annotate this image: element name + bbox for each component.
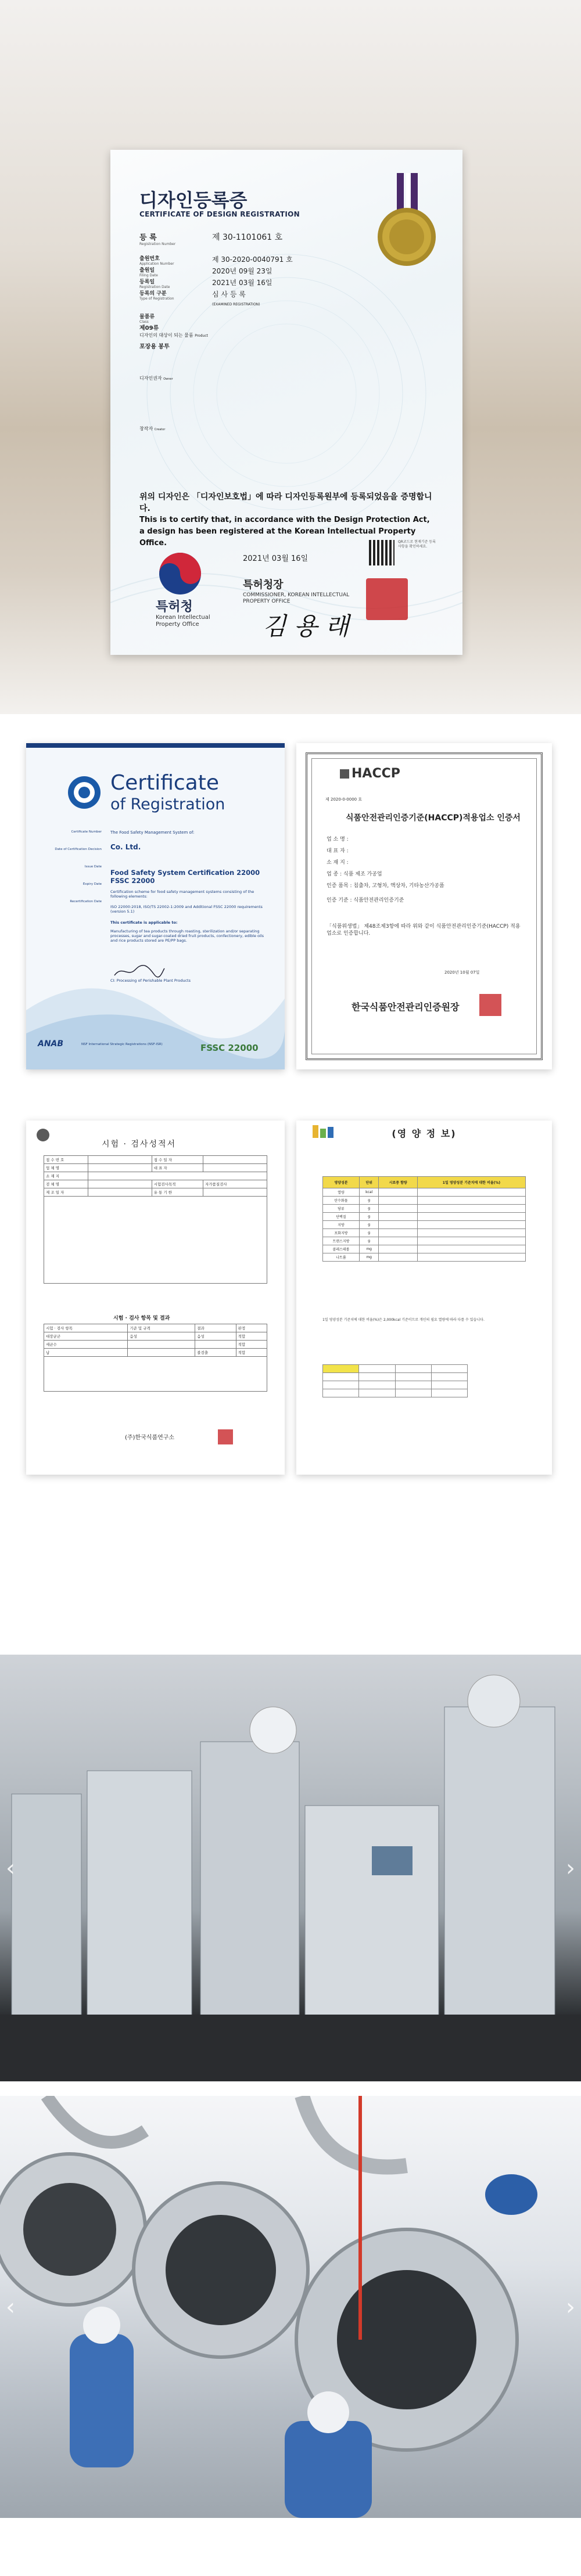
qr-code (369, 540, 394, 565)
table-cell: 포화지방 (323, 1229, 360, 1237)
registration-label: 등 록 Registration Number (139, 233, 176, 246)
table-cell (379, 1221, 418, 1229)
table-cell (359, 1373, 395, 1381)
table-cell: 콜레스테롤 (323, 1245, 360, 1253)
table-header-cell: 1일 영양성분 기준치에 대한 비율(%) (417, 1177, 525, 1188)
table-cell (203, 1164, 267, 1172)
table-header-cell: 결과 (195, 1324, 236, 1332)
table-row (323, 1365, 468, 1373)
commissioner-signature: 김 용 래 (263, 612, 349, 640)
table-row (323, 1253, 526, 1262)
table-cell: g (359, 1213, 378, 1221)
table-header-cell: 기준 및 규격 (128, 1324, 195, 1332)
table-cell: 업 체 명 (44, 1164, 88, 1172)
test-issuer: (주)한국식품연구소 (125, 1435, 175, 1441)
fssc-title: Certificate (110, 771, 219, 795)
table-cell: g (359, 1221, 378, 1229)
table-cell: 지방 (323, 1221, 360, 1229)
table-row (44, 1332, 267, 1341)
table-cell (395, 1381, 431, 1389)
table-cell (379, 1253, 418, 1262)
table-cell: g (359, 1197, 378, 1205)
table-row (44, 1188, 267, 1197)
table-cell (431, 1365, 467, 1373)
table-cell: 탄수화물 (323, 1197, 360, 1205)
table-cell (44, 1197, 267, 1284)
table-header-row (323, 1177, 526, 1188)
qr-note: QR코드로 현재기준 등록사항을 확인하세요. (398, 540, 436, 549)
table-row (323, 1229, 526, 1237)
table-cell (88, 1180, 152, 1188)
table-cell (323, 1389, 359, 1397)
registration-type-label: 등록의 구분 Type of Registration (139, 291, 174, 301)
fssc-issuer: NSF International Strategic Registrations (NSF-ISR) (81, 1043, 163, 1046)
table-row (44, 1164, 267, 1172)
haccp-line: 인증 기준 : 식품안전관리인증기준 (327, 898, 404, 903)
table-cell: 소 재 지 (44, 1172, 88, 1180)
table-row (323, 1188, 526, 1197)
test-seal (218, 1429, 233, 1444)
table-cell (417, 1197, 525, 1205)
table-cell (417, 1229, 525, 1237)
table-cell (379, 1237, 418, 1245)
table-cell (379, 1197, 418, 1205)
nutrition-table (322, 1176, 526, 1262)
certificate-subtitle: CERTIFICATE OF DESIGN REGISTRATION (139, 210, 300, 218)
kipo-taegeuk-logo-icon (151, 550, 209, 597)
table-cell: g (359, 1205, 378, 1213)
side-label: Date of Certification Decision (55, 848, 102, 851)
table-cell: 불검출 (195, 1349, 236, 1357)
table-row (323, 1389, 468, 1397)
table-cell (128, 1341, 195, 1349)
table-cell (395, 1365, 431, 1373)
haccp-logo-icon (340, 769, 349, 779)
table-cell: 접 수 번 호 (44, 1156, 88, 1164)
office-name-english: Korean Intellectual Property Office (156, 614, 210, 628)
table-cell (359, 1389, 395, 1397)
roasting-drums-photo (0, 2096, 581, 2518)
side-label: Certificate Number (71, 830, 102, 834)
table-cell (417, 1245, 525, 1253)
test-report-title: 시험 · 검사성적서 (102, 1140, 177, 1149)
table-cell: 유 통 기 한 (152, 1188, 203, 1197)
registration-type: 심 사 등 록 (EXAMINED REGISTRATION) (212, 290, 260, 307)
registration-number: 제 30-1101061 호 (212, 233, 283, 242)
carousel-prev-button[interactable]: ‹ (6, 1854, 15, 1882)
application-number: 제 30-2020-0040791 호 (212, 255, 293, 264)
fssc-body-2: ISO 22000:2018, ISO/TS 22002-1:2009 and Additional FSSC 22000 requirements (version 5.1) (110, 905, 263, 914)
commissioner-title-english: COMMISSIONER, KOREAN INTELLECTUAL PROPERTY OFFICE (243, 592, 350, 604)
haccp-title: 식품안전관리인증기준(HACCP)적용업소 인증서 (346, 813, 521, 823)
table-cell: mg (359, 1253, 378, 1262)
table-cell (379, 1188, 418, 1197)
table-row (323, 1245, 526, 1253)
filing-date-label: 출원일 Filing Date (139, 268, 158, 278)
fssc-company: Co. Ltd. (110, 843, 141, 851)
table-cell (88, 1172, 267, 1180)
table-header-cell: 영양성분 (323, 1177, 360, 1188)
haccp-doc-number: 제 2020-0-0000 호 (325, 797, 363, 802)
table-row (323, 1197, 526, 1205)
table-cell (417, 1205, 525, 1213)
gold-seal-icon (375, 173, 439, 278)
table-row (323, 1213, 526, 1221)
table-cell: 자가품질검사 (203, 1180, 267, 1188)
factory-machines-image (0, 1655, 581, 2081)
side-label: Expiry Date (83, 882, 102, 886)
table-cell (88, 1188, 152, 1197)
haccp-certificate (296, 743, 552, 1069)
class-value: 제09류 (139, 325, 159, 332)
carousel-next-button[interactable]: › (566, 2293, 575, 2321)
table-row (44, 1172, 267, 1180)
table-cell (379, 1213, 418, 1221)
table-cell: 나트륨 (323, 1253, 360, 1262)
fssc-body-3: This certificate is applicable to: (110, 920, 178, 925)
table-header-cell: 단위 (359, 1177, 378, 1188)
carousel-next-button[interactable]: › (566, 1854, 575, 1882)
fssc-heading: Food Safety System Certification 22000 FSSC 22000 (110, 869, 260, 885)
product-value: 포장용 봉투 (139, 344, 170, 350)
signature-icon (113, 964, 166, 979)
fssc-22000-certificate (26, 743, 285, 1069)
table-cell: 대 표 자 (152, 1164, 203, 1172)
nutrition-info-certificate (296, 1121, 552, 1475)
nutrition-note: 1일 영양성분 기준치에 대한 비율(%)은 2,000kcal 기준이므로 개인의 필요 열량에 따라 다를 수 있습니다. (322, 1318, 485, 1322)
table-header-row (44, 1324, 267, 1332)
table-cell: 음성 (195, 1332, 236, 1341)
haccp-logo: HACCP (340, 766, 400, 781)
table-cell (195, 1341, 236, 1349)
haccp-line: 업 종 : 식품 제조 가공업 (327, 871, 382, 877)
table-cell (88, 1164, 152, 1172)
table-row (323, 1237, 526, 1245)
table-cell: 적합 (236, 1341, 267, 1349)
haccp-line: 업 소 명 : (327, 837, 349, 842)
table-cell: 제 조 일 자 (44, 1188, 88, 1197)
table-cell (44, 1357, 267, 1392)
table-cell (359, 1381, 395, 1389)
side-label: Recertification Date (70, 900, 102, 903)
table-row (44, 1156, 267, 1164)
design-registration-section (0, 0, 581, 714)
table-cell: 세균수 (44, 1341, 128, 1349)
fssc-body-1: Certification scheme for food safety management systems consisting of the following elements: (110, 889, 254, 899)
test-report-certificate (26, 1121, 285, 1475)
table-row (323, 1381, 468, 1389)
design-registration-certificate (110, 150, 462, 655)
haccp-line: 소 재 지 : (327, 860, 349, 866)
table-cell (379, 1229, 418, 1237)
haccp-line: 인증 품목 : 침출차, 고형차, 액상차, 기타농산가공품 (327, 883, 444, 889)
carousel-prev-button[interactable]: ‹ (6, 2293, 15, 2321)
table-cell (417, 1221, 525, 1229)
table-header-cell: 판정 (236, 1324, 267, 1332)
table-cell (203, 1156, 267, 1164)
filing-date: 2020년 09월 23일 (212, 267, 272, 275)
table-row (44, 1341, 267, 1349)
table-cell (128, 1349, 195, 1357)
table-cell (431, 1381, 467, 1389)
roasting-drums-image (0, 2096, 581, 2518)
table-row (44, 1349, 267, 1357)
registration-date-label: 등록일 Registration Date (139, 279, 170, 289)
table-cell: 트랜스지방 (323, 1237, 360, 1245)
official-stamp (366, 578, 408, 620)
fssc-subtitle: of Registration (110, 795, 225, 813)
haccp-date: 2020년 10월 07일 (444, 970, 480, 975)
nsf-isr-logo-icon (67, 775, 102, 810)
table-row (323, 1205, 526, 1213)
side-label: Issue Date (84, 865, 102, 869)
table-cell: 검 체 명 (44, 1180, 88, 1188)
table-cell: g (359, 1237, 378, 1245)
fssc-body-4: Manufacturing of tea products through roasting, sterilization and/or separating processes, sugar and sugar-coated dried fruit products, confectionery, edible oils and rice products stored are PE/PP bags. (110, 929, 264, 943)
table-cell (431, 1373, 467, 1381)
table-cell (379, 1245, 418, 1253)
certification-statement: 위의 디자인은 「디자인보호법」에 따라 디자인등록원부에 등록되었음을 증명합니다. This is to certify that, in accordance with the Design Protection Act, a design has been registered at the Korean Intellectual Property Office. (139, 492, 432, 547)
table-cell (417, 1188, 525, 1197)
commissioner-title: 특허청장 (243, 579, 284, 591)
table-cell (417, 1213, 525, 1221)
table-cell: 열량 (323, 1188, 360, 1197)
table-cell (359, 1365, 395, 1373)
table-row (323, 1221, 526, 1229)
table-cell (417, 1253, 525, 1262)
results-title: 시험 · 검사 항목 및 결과 (113, 1316, 170, 1321)
anab-logo: ANAB (38, 1039, 64, 1049)
office-name: 특허청 (156, 600, 193, 614)
table-header-cell: 시험 · 검사 항목 (44, 1324, 128, 1332)
haccp-seal (479, 994, 501, 1016)
test-info-table (44, 1155, 267, 1284)
holder-label: 디자인권자 Owner (139, 376, 173, 381)
certificate-title: 디자인등록증 (139, 189, 248, 211)
packaging-machines-photo (0, 1655, 581, 2081)
table-cell: 적합 (236, 1332, 267, 1341)
test-results-table (44, 1324, 267, 1392)
haccp-issuer: 한국식품안전관리인증원장 (352, 1001, 460, 1013)
table-cell: g (359, 1229, 378, 1237)
table-cell: 음성 (128, 1332, 195, 1341)
table-cell (323, 1373, 359, 1381)
table-cell: kcal (359, 1188, 378, 1197)
table-cell (431, 1389, 467, 1397)
table-cell (395, 1389, 431, 1397)
table-cell: 접 수 일 자 (152, 1156, 203, 1164)
haccp-line: 「식품위생법」 제48조제3항에 따라 위와 같이 식품안전관리인증기준(HACCP) 적용업소로 인증합니다. (327, 924, 521, 936)
table-cell (323, 1381, 359, 1389)
nutrition-detail-table (322, 1364, 468, 1397)
table-row (44, 1357, 267, 1392)
fssc-category: CI: Processing of Perishable Plant Products (110, 978, 191, 983)
table-cell: 적합 (236, 1349, 267, 1357)
table-cell (323, 1365, 359, 1373)
table-cell (417, 1237, 525, 1245)
issue-date: 2021년 03월 16일 (243, 554, 309, 563)
table-header-cell: 시료중 함량 (379, 1177, 418, 1188)
lab-logo-icon (37, 1129, 49, 1141)
class-label: 물품류 Class (139, 314, 155, 324)
table-cell (395, 1373, 431, 1381)
table-cell (379, 1205, 418, 1213)
haccp-line: 대 표 자 : (327, 848, 349, 854)
table-cell: 시험검사목적 (152, 1180, 203, 1188)
creator-label: 창작자 Creator (139, 426, 166, 431)
table-cell: 단백질 (323, 1213, 360, 1221)
fssc-22000-mark: FSSC 22000 (200, 1043, 259, 1053)
certificates-section (0, 714, 581, 1655)
table-cell: mg (359, 1245, 378, 1253)
product-label: 디자인의 대상이 되는 물품 Product (139, 333, 208, 338)
nutrition-title: (영 양 정 보) (392, 1128, 457, 1139)
table-cell: 납 (44, 1349, 128, 1357)
fssc-lead: The Food Safety Management System of: (110, 830, 195, 835)
table-row (44, 1197, 267, 1284)
table-cell: 당류 (323, 1205, 360, 1213)
table-row (44, 1180, 267, 1188)
table-cell (203, 1188, 267, 1197)
application-label: 출원번호 Application Number (139, 256, 174, 266)
registration-date: 2021년 03월 16일 (212, 279, 272, 287)
table-cell: 대장균군 (44, 1332, 128, 1341)
table-cell (88, 1156, 152, 1164)
table-row (323, 1373, 468, 1381)
